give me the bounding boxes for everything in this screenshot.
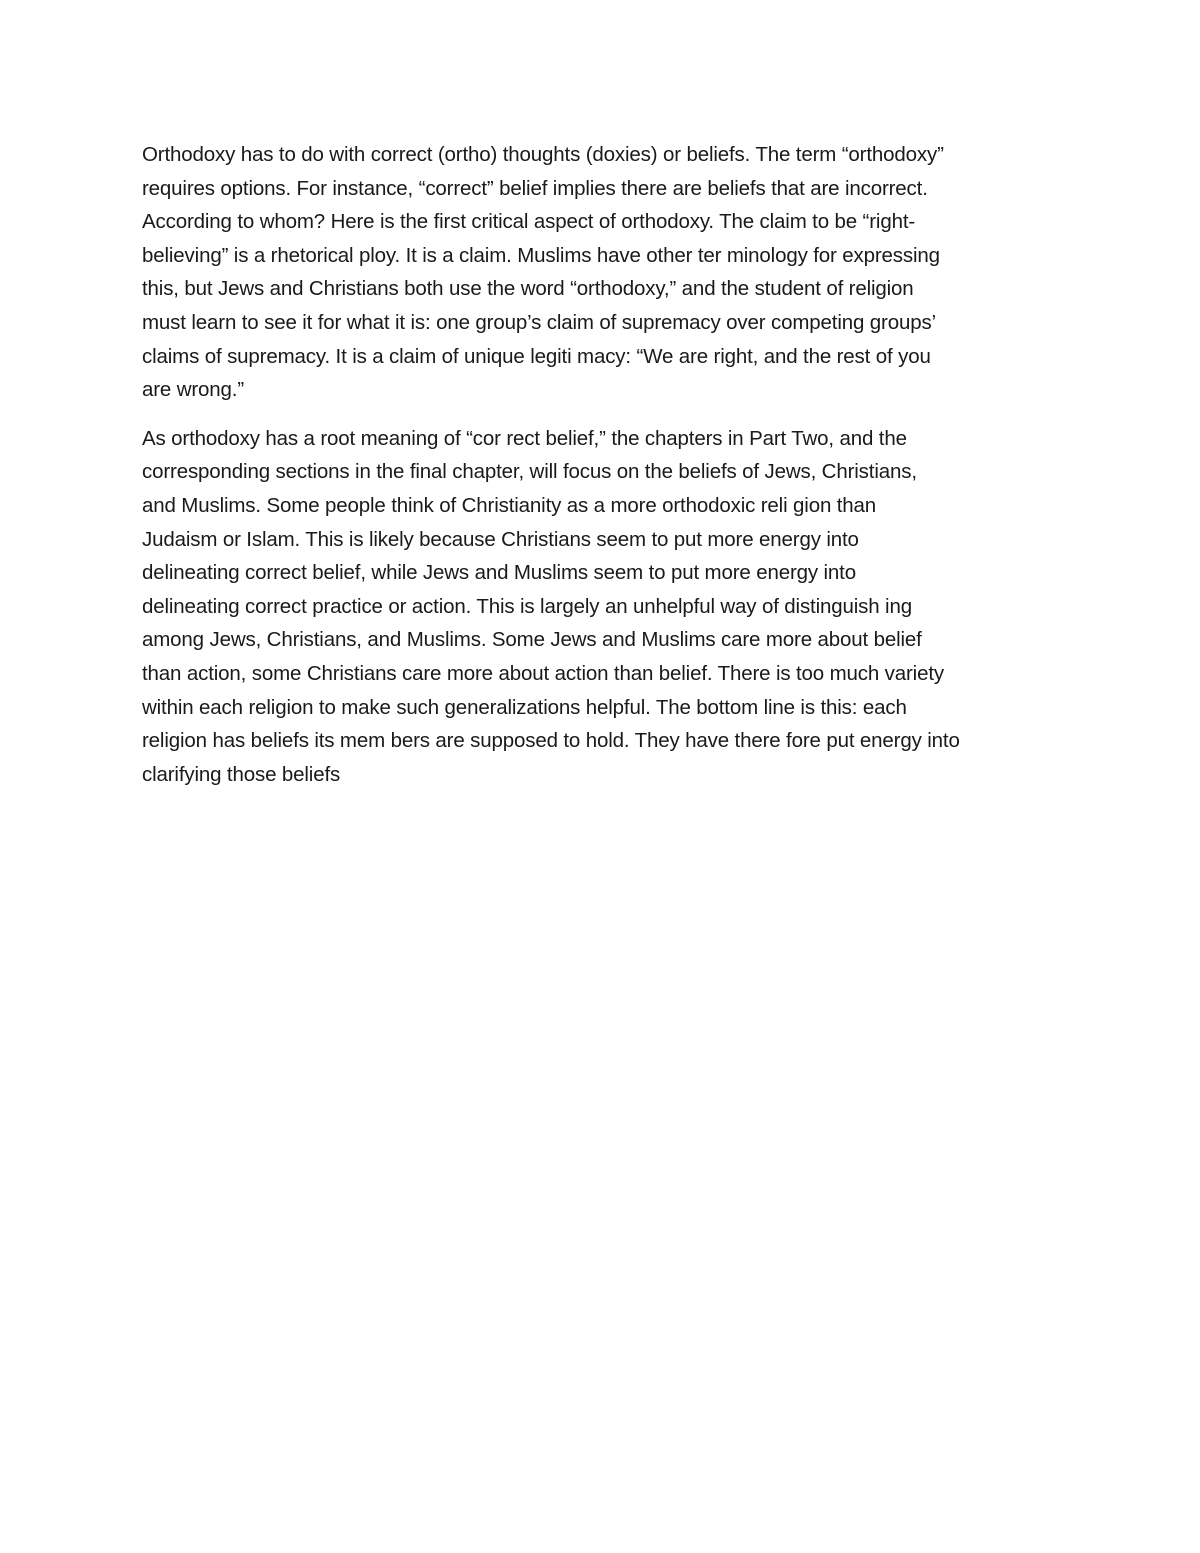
text-line: within each religion to make such generalizations helpful. The bottom line is this: each <box>142 695 907 719</box>
text-line: According to whom? Here is the first critical aspect of orthodoxy. The claim to be “right- <box>142 210 916 234</box>
text-line: delineating correct belief, while Jews and Muslims seem to put more energy into <box>142 561 856 585</box>
body-text <box>142 138 1062 806</box>
text-line: this, but Jews and Christians both use the word “orthodoxy,” and the student of religion <box>142 277 914 301</box>
paragraph-correct-belief <box>142 422 1062 792</box>
text-line: delineating correct practice or action. This is largely an unhelpful way of distinguish ing <box>142 594 912 618</box>
text-line: believing” is a rhetorical ploy. It is a claim. Muslims have other ter minology for expressing <box>142 243 940 267</box>
text-line: requires options. For instance, “correct” belief implies there are beliefs that are incorrect. <box>142 176 928 200</box>
text-line: must learn to see it for what it is: one group’s claim of supremacy over competing groups’ <box>142 310 936 334</box>
text-line: than action, some Christians care more about action than belief. There is too much variety <box>142 661 944 685</box>
text-line: and Muslims. Some people think of Christianity as a more orthodoxic reli gion than <box>142 493 877 517</box>
text-line: are wrong.” <box>142 378 245 402</box>
text-line: claims of supremacy. It is a claim of unique legiti macy: “We are right, and the rest of you <box>142 344 931 368</box>
paragraph-orthodoxy-definition <box>142 138 1062 407</box>
text-line: clarifying those beliefs <box>142 762 341 786</box>
text-line: As orthodoxy has a root meaning of “cor rect belief,” the chapters in Part Two, and the <box>142 426 907 450</box>
text-line: religion has beliefs its mem bers are supposed to hold. They have there fore put energy into <box>142 729 960 753</box>
text-line: Orthodoxy has to do with correct (ortho) thoughts (doxies) or beliefs. The term “orthodoxy” <box>142 143 944 166</box>
text-line: among Jews, Christians, and Muslims. Some Jews and Muslims care more about belief <box>142 628 922 652</box>
text-line: Judaism or Islam. This is likely because Christians seem to put more energy into <box>142 527 859 551</box>
text-line: corresponding sections in the final chapter, will focus on the beliefs of Jews, Christians, <box>142 460 917 484</box>
